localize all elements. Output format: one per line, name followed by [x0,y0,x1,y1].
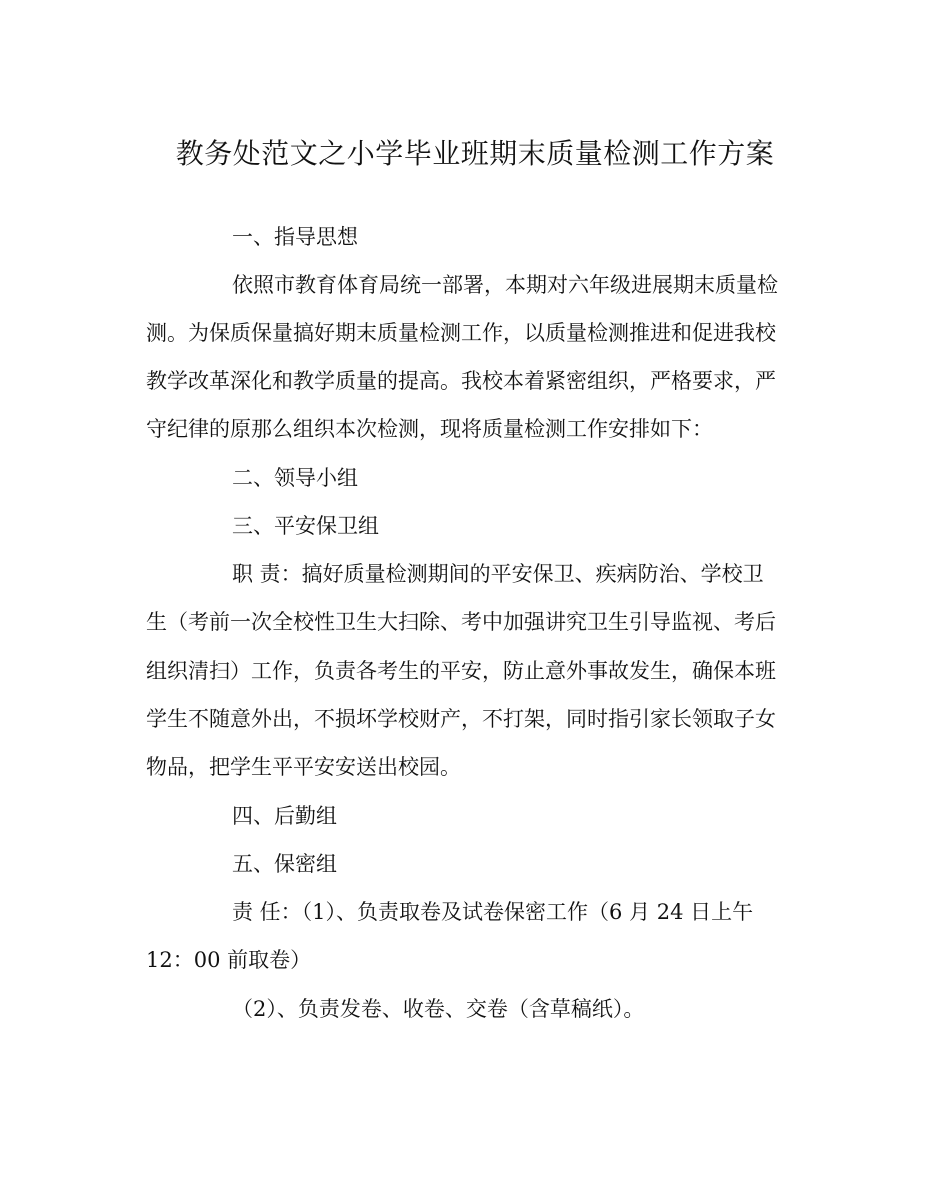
paragraph-line: 职 责：搞好质量检测期间的平安保卫、疾病防治、学校卫 [232,562,764,586]
document-title: 教务处范文之小学毕业班期末质量检测工作方案 [175,137,775,170]
paragraph-line: 测。为保质保量搞好期末质量检测工作，以质量检测推进和促进我校 [146,321,776,345]
paragraph-line: 责 任：（1）、负责取卷及试卷保密工作（6 月 24 日上午 [232,900,754,924]
paragraph-line: 组织清扫）工作，负责各考生的平安，防止意外事故发生，确保本班 [146,659,776,683]
paragraph-line: 学生不随意外出，不损坏学校财产，不打架，同时指引家长领取子女 [146,707,776,731]
paragraph-line: 物品，把学生平平安安送出校园。 [146,755,461,779]
section-heading-guiding-thought: 一、指导思想 [232,225,358,249]
section-heading-logistics-group: 四、后勤组 [232,804,337,828]
paragraph-line: 依照市教育体育局统一部署，本期对六年级进展期末质量检 [232,273,778,297]
section-heading-security-group: 三、平安保卫组 [232,514,379,538]
paragraph-line: 守纪律的原那么组织本次检测，现将质量检测工作安排如下： [146,417,713,441]
paragraph-line: 教学改革深化和教学质量的提高。我校本着紧密组织，严格要求，严 [146,369,776,393]
paragraph-line: 12：00 前取卷） [146,948,312,972]
paragraph-line: （2）、负责发卷、收卷、交卷（含草稿纸）。 [232,997,645,1021]
section-heading-leadership-group: 二、领导小组 [232,466,358,490]
paragraph-line: 生（考前一次全校性卫生大扫除、考中加强讲究卫生引导监视、考后 [146,610,776,634]
section-heading-confidentiality-group: 五、保密组 [232,852,337,876]
